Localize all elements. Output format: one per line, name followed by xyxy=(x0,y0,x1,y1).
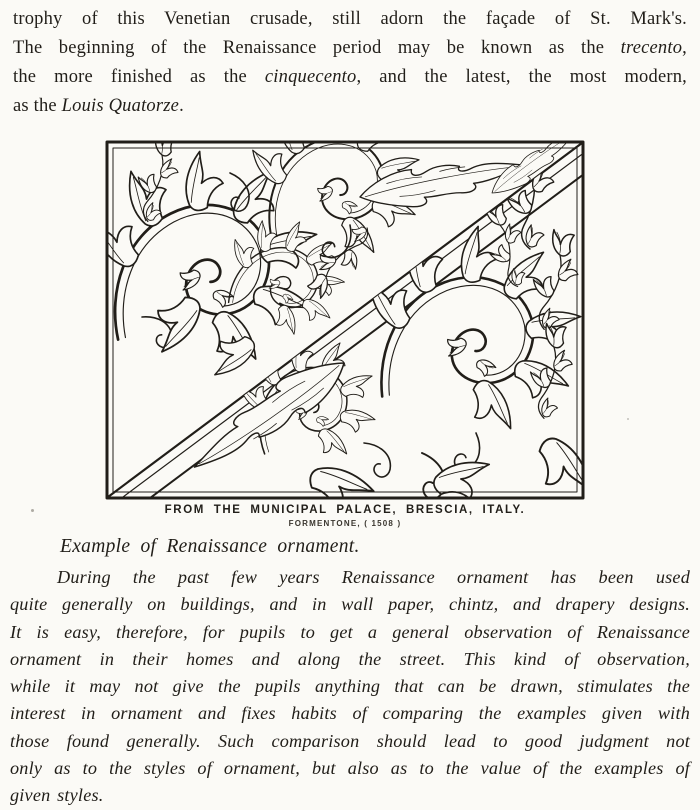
text-segment: as the xyxy=(13,96,62,116)
text-segment: , xyxy=(682,38,687,58)
figure-caption: FROM THE MUNICIPAL PALACE, BRESCIA, ITALY. xyxy=(164,504,526,516)
text-segment: the more finished as the xyxy=(13,67,265,87)
text-line xyxy=(10,646,690,673)
text-line xyxy=(10,755,690,782)
paragraph-top xyxy=(13,5,687,121)
text-line xyxy=(10,619,690,646)
text-line xyxy=(13,63,687,92)
text-segment: given styles. xyxy=(10,785,104,806)
acanthus-long-leaf xyxy=(183,344,355,484)
text-line xyxy=(10,591,690,618)
text-line xyxy=(13,5,687,34)
figure-caption-credit: FORMENTONE, ( 1508 ) xyxy=(288,519,402,528)
text-line xyxy=(10,673,690,700)
text-segment: only as to the styles of ornament, but also as to the value of the examples of xyxy=(10,758,690,779)
italic-text-segment: cinquecento xyxy=(264,67,357,87)
text-segment: It is easy, therefore, for pupils to get a general observation of Renaissance xyxy=(10,621,690,642)
italic-text-segment: trecento xyxy=(620,38,683,58)
ornament-figure xyxy=(104,139,586,501)
text-line xyxy=(10,782,690,809)
text-line xyxy=(10,564,690,591)
acanthus-scroll xyxy=(104,150,321,373)
text-segment: quite generally on buildings, and in wall paper, chintz, and drapery designs. xyxy=(10,594,690,615)
text-segment: ornament in their homes and along the street. This kind of observation, xyxy=(10,648,690,669)
text-line xyxy=(10,700,690,727)
text-segment: The beginning of the Renaissance period may be known as the xyxy=(13,38,621,58)
text-segment: , and the latest, the most modern, xyxy=(356,67,687,87)
text-line xyxy=(13,34,687,63)
text-segment: those found generally. Such comparison should lead to good judgment not xyxy=(10,730,690,751)
ornament-engraving xyxy=(104,139,586,501)
text-segment: During the past few years Renaissance ornament has been used xyxy=(57,567,690,587)
text-line xyxy=(10,728,690,755)
italic-text-segment: Louis Quatorze xyxy=(61,96,180,116)
text-segment: trophy of this Venetian crusade, still adorn the façade of St. Mark's. xyxy=(13,9,687,29)
scan-speck xyxy=(627,418,629,420)
text-line xyxy=(13,92,687,121)
text-segment: interest in ornament and fixes habits of comparing the examples given with xyxy=(10,703,690,724)
scan-speck xyxy=(31,509,34,512)
paragraph-body xyxy=(10,564,690,810)
text-segment: . xyxy=(179,96,184,116)
text-segment: while it may not give the pupils anything that can be drawn, stimulates the xyxy=(10,676,690,697)
section-heading: Example of Renaissance ornament. xyxy=(60,536,360,557)
